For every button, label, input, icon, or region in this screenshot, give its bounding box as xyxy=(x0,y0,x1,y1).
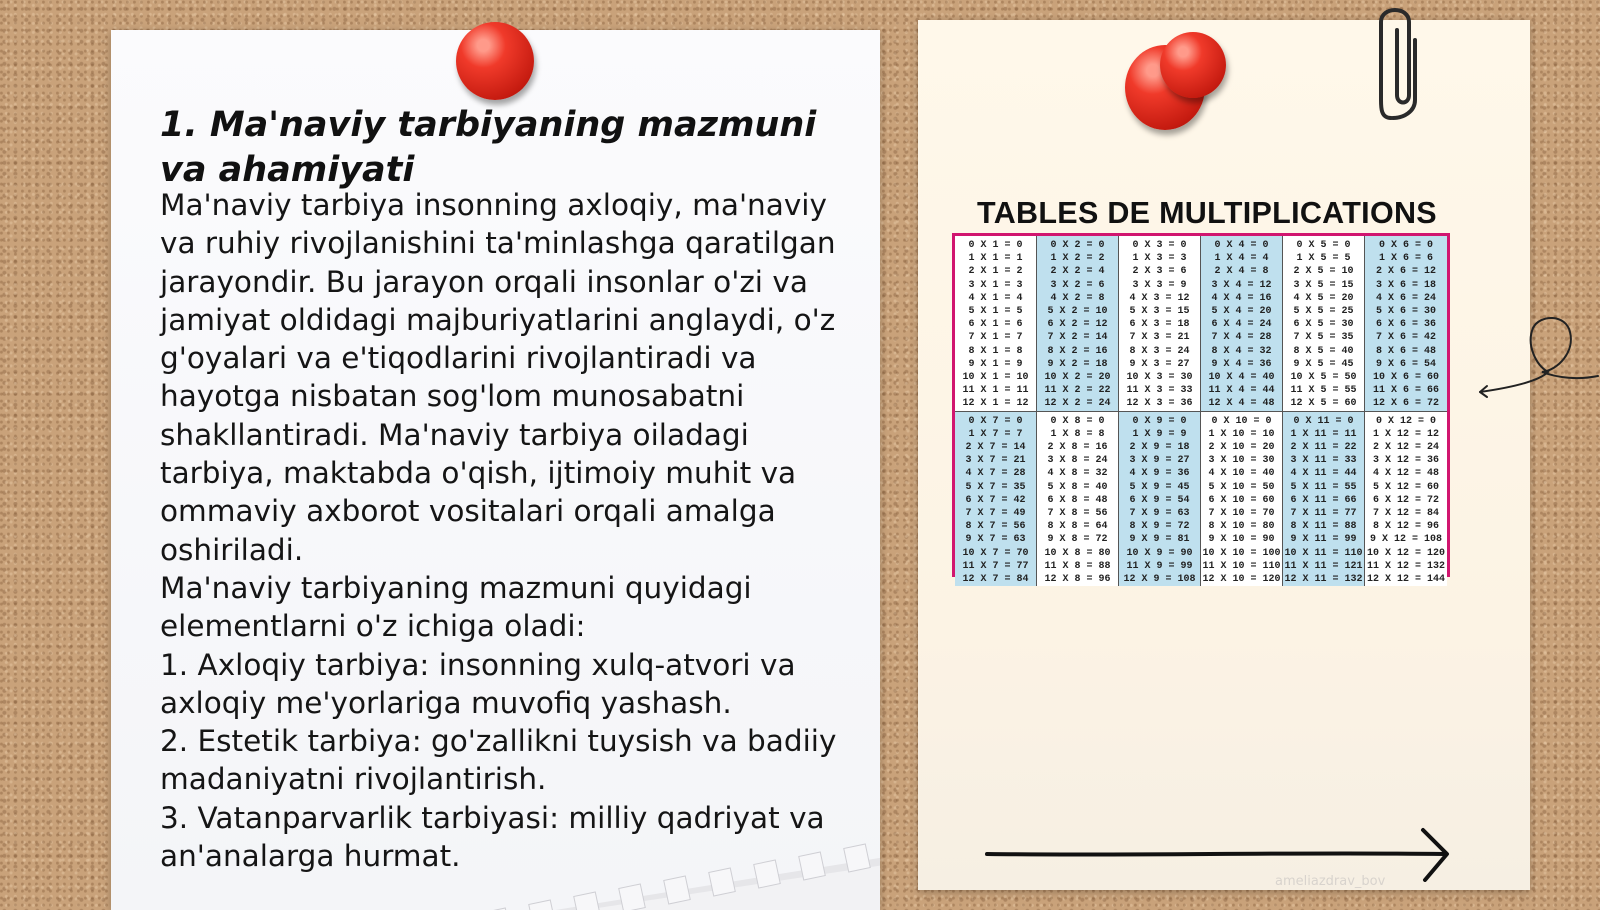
times-table-line: 6 X 12 = 72 xyxy=(1372,494,1439,506)
times-table-line: 11 X 10 = 110 xyxy=(1202,560,1281,572)
times-table-line: 5 X 10 = 50 xyxy=(1208,481,1275,493)
times-table-line: 8 X 6 = 48 xyxy=(1375,345,1436,357)
paragraph-intro: Ma'naviy tarbiya insonning axloqiy, ma'naviy va ruhiy rivojlanishini ta'minlashga qaratilgan jarayondir. Bu jarayon orqali insonlar o'zi va jamiyat oldidagi majburiyatlarini anglaydi, o'z g'oyalari va e'tiqodlarini rivojlantiradi va hayotga nisbatan sog'lom munosabatni shakllantiradi. Ma'naviy tarbiya oiladagi tarbiya, maktabda o'qish, ijtimoiy muhit va ommaviy axborot vositalari orqali amalga oshiriladi. xyxy=(160,188,836,567)
times-table-line: 1 X 1 = 1 xyxy=(968,253,1023,265)
times-table-line: 7 X 10 = 70 xyxy=(1208,508,1275,520)
times-table-10 xyxy=(1201,412,1283,587)
times-table-line: 8 X 3 = 24 xyxy=(1129,345,1190,357)
times-table-line: 2 X 2 = 4 xyxy=(1050,266,1105,278)
times-table-line: 5 X 3 = 15 xyxy=(1129,306,1190,318)
times-table-line: 12 X 6 = 72 xyxy=(1372,398,1439,410)
times-table-line: 7 X 7 = 49 xyxy=(965,508,1026,520)
times-table-line: 9 X 3 = 27 xyxy=(1129,358,1190,370)
times-table-line: 2 X 9 = 18 xyxy=(1129,442,1190,454)
times-table-line: 0 X 4 = 0 xyxy=(1214,240,1269,251)
times-table-line: 7 X 8 = 56 xyxy=(1047,508,1108,520)
times-table-line: 11 X 8 = 88 xyxy=(1044,560,1111,572)
list-item-patriotic: 3. Vatanparvarlik tarbiyasi: milliy qadriyat va an'analarga hurmat. xyxy=(160,800,825,874)
times-table-line: 0 X 5 = 0 xyxy=(1296,240,1351,251)
times-table-line: 12 X 2 = 24 xyxy=(1044,398,1111,410)
times-table-5 xyxy=(1283,236,1365,412)
times-table-line: 2 X 8 = 16 xyxy=(1047,442,1108,454)
times-table-line: 2 X 5 = 10 xyxy=(1293,266,1354,278)
times-table-line: 8 X 1 = 8 xyxy=(968,345,1023,357)
times-table-line: 5 X 7 = 35 xyxy=(965,481,1026,493)
times-table-7 xyxy=(955,412,1037,587)
times-table-line: 10 X 8 = 80 xyxy=(1044,547,1111,559)
times-table-line: 4 X 4 = 16 xyxy=(1211,292,1272,304)
times-table-line: 11 X 11 = 121 xyxy=(1284,560,1363,572)
times-table-line: 6 X 3 = 18 xyxy=(1129,319,1190,331)
multiplication-poster-title: TABLES DE MULTIPLICATIONS xyxy=(977,196,1437,230)
times-table-line: 8 X 9 = 72 xyxy=(1129,521,1190,533)
times-table-line: 5 X 11 = 55 xyxy=(1290,481,1357,493)
times-table-line: 2 X 11 = 22 xyxy=(1290,442,1357,454)
times-table-line: 7 X 4 = 28 xyxy=(1211,332,1272,344)
paragraph-elements-intro: Ma'naviy tarbiyaning mazmuni quyidagi elementlarni o'z ichiga oladi: xyxy=(160,570,752,644)
times-table-line: 6 X 6 = 36 xyxy=(1375,319,1436,331)
section-title: 1. Ma'naviy tarbiyaning mazmuni va ahamiyati xyxy=(160,105,817,190)
times-table-line: 3 X 2 = 6 xyxy=(1050,279,1105,291)
times-table-line: 4 X 11 = 44 xyxy=(1290,468,1357,480)
times-table-line: 9 X 8 = 72 xyxy=(1047,534,1108,546)
times-table-line: 5 X 9 = 45 xyxy=(1129,481,1190,493)
times-table-12 xyxy=(1365,412,1447,587)
times-table-line: 6 X 7 = 42 xyxy=(965,494,1026,506)
times-table-line: 12 X 11 = 132 xyxy=(1284,574,1363,586)
times-table-line: 3 X 7 = 21 xyxy=(965,455,1026,467)
times-table-line: 7 X 5 = 35 xyxy=(1293,332,1354,344)
times-table-line: 3 X 11 = 33 xyxy=(1290,455,1357,467)
times-table-line: 12 X 3 = 36 xyxy=(1126,398,1193,410)
times-table-line: 1 X 10 = 10 xyxy=(1208,428,1275,440)
times-table-line: 4 X 1 = 4 xyxy=(968,292,1023,304)
times-table-1 xyxy=(955,236,1037,412)
times-table-line: 4 X 12 = 48 xyxy=(1372,468,1439,480)
times-table-line: 10 X 11 = 110 xyxy=(1284,547,1363,559)
push-pin-icon xyxy=(456,22,534,100)
times-table-line: 3 X 10 = 30 xyxy=(1208,455,1275,467)
body-text xyxy=(160,186,840,875)
times-table-line: 12 X 9 = 108 xyxy=(1123,574,1196,586)
times-table-line: 10 X 1 = 10 xyxy=(962,372,1029,384)
times-table-line: 10 X 2 = 20 xyxy=(1044,372,1111,384)
times-table-line: 2 X 3 = 6 xyxy=(1132,266,1187,278)
times-table-line: 3 X 5 = 15 xyxy=(1293,279,1354,291)
paper-clip-icon xyxy=(1379,0,1419,125)
times-table-line: 7 X 3 = 21 xyxy=(1129,332,1190,344)
times-table-line: 10 X 12 = 120 xyxy=(1366,547,1445,559)
times-table-line: 1 X 11 = 11 xyxy=(1290,428,1357,440)
times-table-line: 11 X 1 = 11 xyxy=(962,385,1029,397)
times-table-line: 0 X 2 = 0 xyxy=(1050,240,1105,251)
times-table-line: 11 X 3 = 33 xyxy=(1126,385,1193,397)
times-table-line: 2 X 1 = 2 xyxy=(968,266,1023,278)
times-table-line: 3 X 8 = 24 xyxy=(1047,455,1108,467)
times-table-line: 12 X 4 = 48 xyxy=(1208,398,1275,410)
times-table-line: 9 X 11 = 99 xyxy=(1290,534,1357,546)
times-table-line: 3 X 12 = 36 xyxy=(1372,455,1439,467)
times-table-line: 9 X 6 = 54 xyxy=(1375,358,1436,370)
times-table-line: 12 X 8 = 96 xyxy=(1044,574,1111,586)
times-table-line: 2 X 6 = 12 xyxy=(1375,266,1436,278)
times-table-line: 1 X 7 = 7 xyxy=(968,428,1023,440)
times-table-line: 7 X 11 = 77 xyxy=(1290,508,1357,520)
times-table-line: 5 X 8 = 40 xyxy=(1047,481,1108,493)
times-table-line: 12 X 7 = 84 xyxy=(962,574,1029,586)
times-table-line: 3 X 6 = 18 xyxy=(1375,279,1436,291)
times-table-line: 1 X 12 = 12 xyxy=(1372,428,1439,440)
times-table-line: 4 X 3 = 12 xyxy=(1129,292,1190,304)
times-table-line: 6 X 1 = 6 xyxy=(968,319,1023,331)
times-table-line: 2 X 4 = 8 xyxy=(1214,266,1269,278)
times-table-9 xyxy=(1119,412,1201,587)
times-table-line: 2 X 10 = 20 xyxy=(1208,442,1275,454)
times-table-line: 0 X 9 = 0 xyxy=(1132,415,1187,427)
times-table-line: 0 X 12 = 0 xyxy=(1375,415,1436,427)
times-table-line: 1 X 3 = 3 xyxy=(1132,253,1187,265)
times-table-line: 4 X 5 = 20 xyxy=(1293,292,1354,304)
times-table-line: 9 X 7 = 63 xyxy=(965,534,1026,546)
times-table-line: 11 X 6 = 66 xyxy=(1372,385,1439,397)
times-table-3 xyxy=(1119,236,1201,412)
times-table-line: 12 X 5 = 60 xyxy=(1290,398,1357,410)
times-table-line: 5 X 6 = 30 xyxy=(1375,306,1436,318)
times-table-line: 1 X 2 = 2 xyxy=(1050,253,1105,265)
times-table-line: 3 X 9 = 27 xyxy=(1129,455,1190,467)
times-table-line: 9 X 9 = 81 xyxy=(1129,534,1190,546)
times-table-line: 4 X 7 = 28 xyxy=(965,468,1026,480)
times-table-line: 10 X 3 = 30 xyxy=(1126,372,1193,384)
times-table-line: 12 X 12 = 144 xyxy=(1366,574,1445,586)
times-table-line: 9 X 4 = 36 xyxy=(1211,358,1272,370)
times-table-line: 11 X 7 = 77 xyxy=(962,560,1029,572)
times-table-line: 11 X 12 = 132 xyxy=(1366,560,1445,572)
arrow-right-icon xyxy=(985,826,1460,882)
times-table-line: 8 X 10 = 80 xyxy=(1208,521,1275,533)
times-table-line: 6 X 5 = 30 xyxy=(1293,319,1354,331)
times-table-2 xyxy=(1037,236,1119,412)
times-table-line: 7 X 1 = 7 xyxy=(968,332,1023,344)
times-table-line: 6 X 4 = 24 xyxy=(1211,319,1272,331)
times-table-line: 0 X 8 = 0 xyxy=(1050,415,1105,427)
times-table-line: 8 X 8 = 64 xyxy=(1047,521,1108,533)
times-table-line: 10 X 10 = 100 xyxy=(1202,547,1281,559)
list-item-aesthetic: 2. Estetik tarbiya: go'zallikni tuysish va badiiy madaniyatni rivojlantirish. xyxy=(160,724,837,797)
times-table-6 xyxy=(1365,236,1447,412)
times-table-4 xyxy=(1201,236,1283,412)
times-table-line: 10 X 9 = 90 xyxy=(1126,547,1193,559)
times-table-line: 6 X 10 = 60 xyxy=(1208,494,1275,506)
times-table-line: 10 X 4 = 40 xyxy=(1208,372,1275,384)
times-table-line: 4 X 6 = 24 xyxy=(1375,292,1436,304)
times-table-11 xyxy=(1283,412,1365,587)
times-table-line: 5 X 12 = 60 xyxy=(1372,481,1439,493)
times-table-line: 7 X 12 = 84 xyxy=(1372,508,1439,520)
times-table-line: 8 X 4 = 32 xyxy=(1211,345,1272,357)
times-table-line: 9 X 2 = 18 xyxy=(1047,358,1108,370)
times-table-line: 8 X 12 = 96 xyxy=(1372,521,1439,533)
times-table-line: 10 X 7 = 70 xyxy=(962,547,1029,559)
times-table-line: 8 X 5 = 40 xyxy=(1293,345,1354,357)
times-table-line: 1 X 8 = 8 xyxy=(1050,428,1105,440)
times-table-line: 8 X 7 = 56 xyxy=(965,521,1026,533)
times-table-line: 4 X 9 = 36 xyxy=(1129,468,1190,480)
times-table-line: 9 X 12 = 108 xyxy=(1369,534,1442,546)
times-table-line: 0 X 7 = 0 xyxy=(968,415,1023,427)
times-table-line: 1 X 6 = 6 xyxy=(1378,253,1433,265)
times-table-line: 0 X 6 = 0 xyxy=(1378,240,1433,251)
times-table-line: 10 X 5 = 50 xyxy=(1290,372,1357,384)
times-table-line: 1 X 4 = 4 xyxy=(1214,253,1269,265)
times-table-line: 2 X 12 = 24 xyxy=(1372,442,1439,454)
push-pin-icon xyxy=(1160,32,1226,98)
times-table-line: 0 X 1 = 0 xyxy=(968,240,1023,251)
times-table-line: 4 X 8 = 32 xyxy=(1047,468,1108,480)
times-table-line: 9 X 10 = 90 xyxy=(1208,534,1275,546)
times-table-line: 12 X 1 = 12 xyxy=(962,398,1029,410)
times-table-line: 9 X 5 = 45 xyxy=(1293,358,1354,370)
times-table-line: 8 X 11 = 88 xyxy=(1290,521,1357,533)
times-table-line: 10 X 6 = 60 xyxy=(1372,372,1439,384)
times-table-line: 7 X 9 = 63 xyxy=(1129,508,1190,520)
doodle-loop-icon xyxy=(1478,310,1600,410)
times-table-line: 3 X 4 = 12 xyxy=(1211,279,1272,291)
times-table-line: 5 X 2 = 10 xyxy=(1047,306,1108,318)
times-table-line: 0 X 10 = 0 xyxy=(1211,415,1272,427)
times-table-line: 7 X 6 = 42 xyxy=(1375,332,1436,344)
times-table-line: 0 X 3 = 0 xyxy=(1132,240,1187,251)
times-table-line: 2 X 7 = 14 xyxy=(965,442,1026,454)
times-table-line: 6 X 2 = 12 xyxy=(1047,319,1108,331)
multiplication-table-grid xyxy=(952,233,1450,586)
times-table-line: 4 X 10 = 40 xyxy=(1208,468,1275,480)
times-table-line: 1 X 9 = 9 xyxy=(1132,428,1187,440)
times-table-line: 0 X 11 = 0 xyxy=(1293,415,1354,427)
times-table-line: 8 X 2 = 16 xyxy=(1047,345,1108,357)
times-table-line: 3 X 1 = 3 xyxy=(968,279,1023,291)
times-table-line: 7 X 2 = 14 xyxy=(1047,332,1108,344)
times-table-line: 12 X 10 = 120 xyxy=(1202,574,1281,586)
times-table-line: 9 X 1 = 9 xyxy=(968,358,1023,370)
watermark: ameliazdrav_bov xyxy=(1275,874,1386,889)
times-table-line: 3 X 3 = 9 xyxy=(1132,279,1187,291)
list-item-moral: 1. Axloqiy tarbiya: insonning xulq-atvori va axloqiy me'yorlariga muvofiq yashash. xyxy=(160,647,796,720)
times-table-line: 6 X 11 = 66 xyxy=(1290,494,1357,506)
times-table-line: 11 X 9 = 99 xyxy=(1126,560,1193,572)
times-table-line: 1 X 5 = 5 xyxy=(1296,253,1351,265)
times-table-line: 11 X 4 = 44 xyxy=(1208,385,1275,397)
times-table-line: 5 X 4 = 20 xyxy=(1211,306,1272,318)
times-table-line: 5 X 1 = 5 xyxy=(968,306,1023,318)
times-table-line: 6 X 8 = 48 xyxy=(1047,494,1108,506)
times-table-line: 11 X 2 = 22 xyxy=(1044,385,1111,397)
times-table-line: 6 X 9 = 54 xyxy=(1129,494,1190,506)
times-table-line: 5 X 5 = 25 xyxy=(1293,306,1354,318)
times-table-8 xyxy=(1037,412,1119,587)
times-table-line: 4 X 2 = 8 xyxy=(1050,292,1105,304)
times-table-line: 11 X 5 = 55 xyxy=(1290,385,1357,397)
